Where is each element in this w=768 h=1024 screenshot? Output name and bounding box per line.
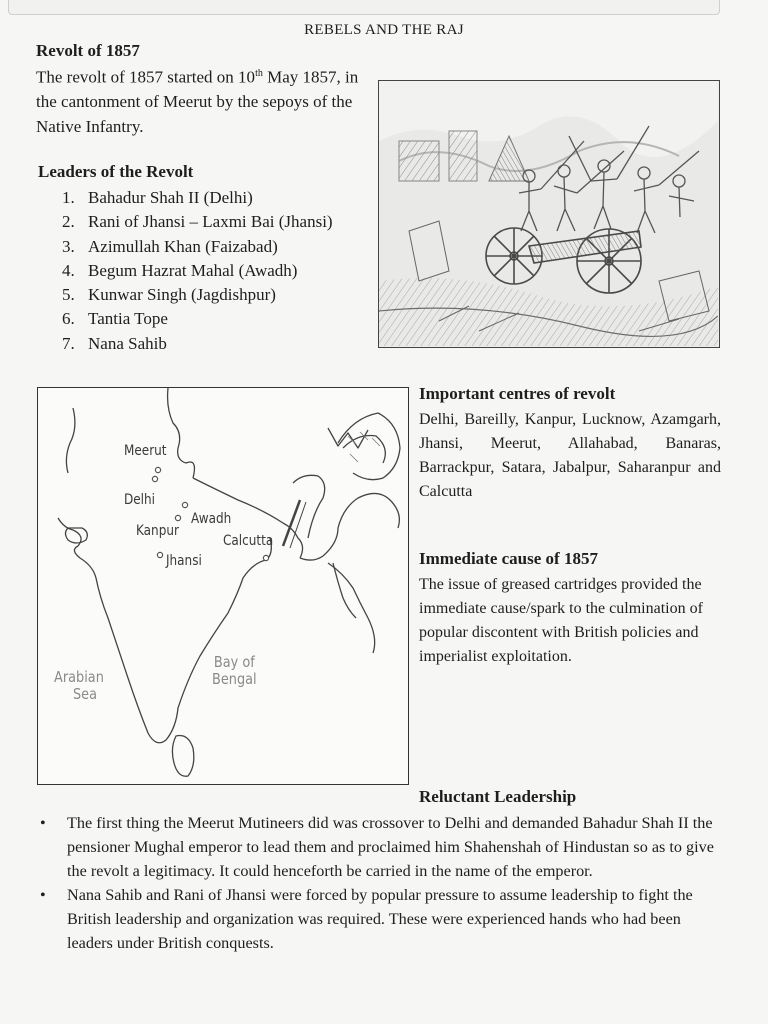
leader-text: Begum Hazrat Mahal (Awadh) <box>88 260 298 280</box>
sea-line1: Arabian <box>54 668 104 686</box>
map-border-line <box>66 408 75 473</box>
delhi-dot <box>152 476 157 481</box>
page-top-edge <box>8 0 720 15</box>
leader-number: 1. <box>62 188 75 207</box>
reluctant-item-text: Nana Sahib and Rani of Jhansi were forced by popular pressure to assume leadership to fight the British leadership and organization was required. These were experienced hands who had been leaders under British conquests. <box>67 886 693 952</box>
centres-paragraph <box>419 408 721 504</box>
centres-text-last: Calcutta <box>419 483 473 500</box>
revolt-text-part2: May 1857, in the cantonment of Meerut by the sepoys of the Native Infantry. <box>36 67 359 136</box>
bay-line1: Bay of <box>213 653 255 671</box>
cause-heading: Immediate cause of 1857 <box>419 549 598 568</box>
bay-line2: Bengal <box>212 670 257 688</box>
india-map <box>37 387 409 785</box>
leader-item <box>62 235 333 259</box>
leaders-list <box>62 186 333 356</box>
leader-item <box>62 210 333 234</box>
leader-item <box>62 259 333 283</box>
leader-item <box>62 186 333 210</box>
revolt-text-superscript: th <box>255 68 263 79</box>
leaders-heading: Leaders of the Revolt <box>38 162 194 181</box>
leader-number: 6. <box>62 309 75 329</box>
kanpur-dot <box>175 515 180 520</box>
centres-heading: Important centres of revolt <box>419 384 616 403</box>
leader-text: Rani of Jhansi – Laxmi Bai (Jhansi) <box>88 212 333 232</box>
leader-text: Azimullah Khan (Faizabad) <box>88 236 278 256</box>
calcutta-dot <box>263 555 268 560</box>
bullet-icon: • <box>40 814 46 832</box>
battle-illustration <box>378 80 720 348</box>
revolt-heading: Revolt of 1857 <box>36 41 140 60</box>
reluctant-item-text: The first thing the Meerut Mutineers did was crossover to Delhi and demanded Bahadur Shah II the pensioner Mughal emperor to lead them and proclaimed him Shahenshah of Hindustan so as to give the revolt a legitimacy. It could henceforth be carried in the name of the emperor. <box>67 814 714 880</box>
reluctant-heading: Reluctant Leadership <box>419 787 577 806</box>
leader-item <box>62 332 333 356</box>
map-label-bay-of-bengal <box>212 654 257 688</box>
meerut-dot <box>155 467 160 472</box>
revolt-text-part1: The revolt of 1857 started on 10 <box>36 67 256 87</box>
map-label-meerut: Meerut <box>124 443 167 459</box>
jhansi-dot <box>157 552 162 557</box>
bullet-icon: • <box>40 886 46 904</box>
reluctant-list <box>40 811 720 955</box>
map-label-awadh: Awadh <box>191 511 232 527</box>
leader-number: 2. <box>62 212 75 232</box>
map-label-jhansi: Jhansi <box>166 553 202 569</box>
sea-line2: Sea <box>72 685 97 703</box>
leader-text: Kunwar Singh (Jagdishpur) <box>88 285 276 305</box>
leader-text: Tantia Tope <box>88 309 168 329</box>
leader-text: Nana Sahib <box>88 333 167 353</box>
reluctant-item <box>40 811 720 883</box>
leader-text: Bahadur Shah II (Delhi) <box>88 188 253 207</box>
leader-number: 4. <box>62 260 75 280</box>
page-title: REBELS AND THE RAJ <box>304 22 464 38</box>
leader-number: 3. <box>62 236 75 256</box>
leader-item <box>62 307 333 331</box>
leader-item <box>62 283 333 307</box>
reluctant-item <box>40 883 720 955</box>
cause-paragraph: The issue of greased cartridges provided the immediate cause/spark to the culmination of popular discontent with British policies and imperialist exploitation. <box>419 576 703 665</box>
india-map-outline <box>38 388 407 783</box>
battle-sketch-image <box>379 81 718 346</box>
map-label-kanpur: Kanpur <box>136 523 179 539</box>
leader-number: 5. <box>62 285 75 305</box>
map-label-arabian-sea <box>54 669 104 703</box>
centres-text-main: Delhi, Bareilly, Kanpur, Lucknow, Azamgarh, Jhansi, Meerut, Allahabad, Banaras, Barrackpur, Satara, Jabalpur, Saharanpur and <box>419 411 721 476</box>
revolt-paragraph <box>36 62 372 139</box>
map-label-delhi: Delhi <box>124 492 156 508</box>
leader-number: 7. <box>62 333 75 353</box>
awadh-dot <box>182 502 187 507</box>
map-label-calcutta: Calcutta <box>223 533 274 549</box>
